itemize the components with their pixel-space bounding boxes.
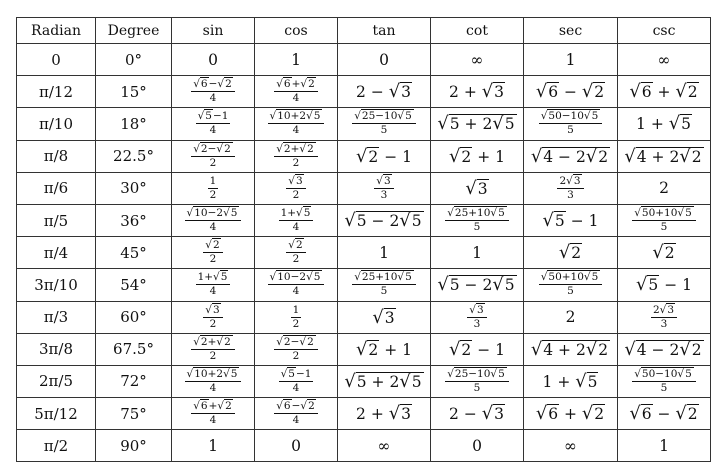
table-row: [17, 76, 711, 108]
table-row: [17, 44, 711, 76]
cell-cot: √3: [431, 172, 524, 204]
cell-csc: [618, 301, 711, 333]
cell-degree: 22.5°: [96, 140, 172, 172]
table-row: [17, 333, 711, 365]
table-row: [17, 269, 711, 301]
cell-radian: π/5: [17, 204, 96, 236]
cell-sec: √5 − 1: [524, 204, 618, 236]
cell-sin: 1: [172, 430, 255, 462]
cell-cot: 2 + √3: [431, 76, 524, 108]
table-row: [17, 365, 711, 397]
column-header-degree: Degree: [96, 18, 172, 44]
column-header-tan: tan: [338, 18, 431, 44]
cell-cot: ∞: [431, 44, 524, 76]
fraction: $\frac{√2-√2}{2}$: [191, 144, 235, 169]
fraction: $\frac{√25-10√5}{5}$: [352, 111, 416, 136]
cell-sec: 2: [524, 301, 618, 333]
fraction: $\frac{√50-10√5}{5}$: [632, 369, 696, 394]
table-container: [16, 17, 711, 462]
fraction: $\frac{√50+10√5}{5}$: [539, 272, 603, 297]
cell-sin: [172, 108, 255, 140]
fraction: $\frac{√50+10√5}{5}$: [632, 208, 696, 233]
cell-tan: √3: [338, 301, 431, 333]
cell-cos: [255, 76, 338, 108]
fraction: $\frac{√25-10√5}{5}$: [445, 369, 509, 394]
cell-csc: √2: [618, 237, 711, 269]
fraction: $\frac{√5-1}{4}$: [197, 110, 229, 137]
cell-sin: [172, 365, 255, 397]
fraction: $\frac{√6-√2}{4}$: [274, 401, 318, 426]
cell-cot: [431, 301, 524, 333]
cell-tan: 0: [338, 44, 431, 76]
cell-csc: ∞: [618, 44, 711, 76]
cell-csc: √6 − √2: [618, 398, 711, 430]
cell-cos: [255, 301, 338, 333]
fraction: $\frac{√10-2√5}{4}$: [185, 208, 242, 233]
cell-radian: 2π/5: [17, 365, 96, 397]
fraction: $\frac{√10+2√5}{4}$: [185, 369, 242, 394]
cell-tan: 2 − √3: [338, 76, 431, 108]
cell-radian: π/2: [17, 430, 96, 462]
cell-degree: 67.5°: [96, 333, 172, 365]
cell-tan: ∞: [338, 430, 431, 462]
column-header-cot: cot: [431, 18, 524, 44]
cell-csc: [618, 365, 711, 397]
fraction: $\frac{√2+√2}{2}$: [274, 144, 318, 169]
cell-csc: √4 + 2√2: [618, 140, 711, 172]
cell-radian: 5π/12: [17, 398, 96, 430]
cell-tan: [338, 269, 431, 301]
cell-sin: [172, 398, 255, 430]
cell-cos: 1: [255, 44, 338, 76]
fraction: $\frac{1+√5}{4}$: [279, 208, 314, 233]
cell-tan: 2 + √3: [338, 398, 431, 430]
cell-radian: π/10: [17, 108, 96, 140]
cell-radian: 3π/10: [17, 269, 96, 301]
cell-tan: √5 − 2√5: [338, 204, 431, 236]
cell-cos: [255, 398, 338, 430]
fraction: $\frac{√3}{2}$: [286, 176, 305, 201]
fraction: $\frac{1}{2}$: [209, 174, 217, 201]
cell-degree: 60°: [96, 301, 172, 333]
table-body: [17, 44, 711, 462]
table-row: [17, 430, 711, 462]
cell-tan: √2 + 1: [338, 333, 431, 365]
cell-csc: 1: [618, 430, 711, 462]
cell-csc: √5 − 1: [618, 269, 711, 301]
cell-degree: 0°: [96, 44, 172, 76]
column-header-sec: sec: [524, 18, 618, 44]
cell-radian: π/3: [17, 301, 96, 333]
cell-degree: 90°: [96, 430, 172, 462]
header-row: [17, 18, 711, 44]
table-row: [17, 301, 711, 333]
cell-tan: [338, 108, 431, 140]
cell-cos: 0: [255, 430, 338, 462]
fraction: $\frac{√10-2√5}{4}$: [268, 272, 325, 297]
cell-sec: [524, 108, 618, 140]
fraction: $\frac{2√3}{3}$: [651, 305, 677, 330]
cell-sin: 0: [172, 44, 255, 76]
cell-tan: 1: [338, 237, 431, 269]
cell-sin: [172, 301, 255, 333]
fraction: $\frac{√6+√2}{4}$: [274, 79, 318, 104]
fraction: $\frac{√6-√2}{4}$: [191, 79, 235, 104]
cell-radian: π/4: [17, 237, 96, 269]
cell-radian: π/12: [17, 76, 96, 108]
cell-sec: ∞: [524, 430, 618, 462]
fraction: $\frac{1+√5}{4}$: [196, 272, 231, 297]
table-row: [17, 204, 711, 236]
cell-sin: [172, 204, 255, 236]
cell-cot: 1: [431, 237, 524, 269]
cell-csc: √4 − 2√2: [618, 333, 711, 365]
fraction: $\frac{1}{2}$: [292, 303, 300, 330]
cell-sin: [172, 140, 255, 172]
table-row: [17, 108, 711, 140]
cell-sec: 1: [524, 44, 618, 76]
cell-sin: [172, 76, 255, 108]
cell-sin: [172, 333, 255, 365]
cell-sin: [172, 172, 255, 204]
fraction: $\frac{√25+10√5}{5}$: [352, 272, 416, 297]
table-row: [17, 140, 711, 172]
cell-cos: [255, 237, 338, 269]
fraction: $\frac{√3}{3}$: [467, 305, 486, 330]
cell-degree: 30°: [96, 172, 172, 204]
cell-cos: [255, 140, 338, 172]
cell-sec: 1 + √5: [524, 365, 618, 397]
cell-sin: [172, 269, 255, 301]
cell-cos: [255, 172, 338, 204]
cell-degree: 75°: [96, 398, 172, 430]
cell-radian: 0: [17, 44, 96, 76]
cell-tan: √5 + 2√5: [338, 365, 431, 397]
fraction: $\frac{√3}{2}$: [203, 305, 222, 330]
cell-sec: [524, 269, 618, 301]
cell-degree: 36°: [96, 204, 172, 236]
cell-cot: √2 + 1: [431, 140, 524, 172]
trig-values-table: [16, 17, 711, 462]
cell-radian: π/6: [17, 172, 96, 204]
fraction: $\frac{√50-10√5}{5}$: [539, 111, 603, 136]
cell-sin: [172, 237, 255, 269]
fraction: $\frac{√25+10√5}{5}$: [445, 208, 509, 233]
cell-csc: √6 + √2: [618, 76, 711, 108]
cell-cos: [255, 269, 338, 301]
cell-degree: 72°: [96, 365, 172, 397]
cell-cos: [255, 365, 338, 397]
cell-radian: π/8: [17, 140, 96, 172]
cell-cot: [431, 204, 524, 236]
cell-csc: 1 + √5: [618, 108, 711, 140]
cell-radian: 3π/8: [17, 333, 96, 365]
column-header-radian: Radian: [17, 18, 96, 44]
table-row: [17, 398, 711, 430]
cell-sec: √6 + √2: [524, 398, 618, 430]
cell-csc: [618, 204, 711, 236]
cell-cot: √5 − 2√5: [431, 269, 524, 301]
cell-tan: [338, 172, 431, 204]
cell-degree: 15°: [96, 76, 172, 108]
column-header-csc: csc: [618, 18, 711, 44]
cell-cot: [431, 365, 524, 397]
fraction: $\frac{√3}{3}$: [374, 176, 393, 201]
cell-tan: √2 − 1: [338, 140, 431, 172]
cell-sec: √2: [524, 237, 618, 269]
cell-sec: √4 + 2√2: [524, 333, 618, 365]
cell-cot: √5 + 2√5: [431, 108, 524, 140]
fraction: $\frac{√2}{2}$: [203, 240, 222, 265]
fraction: $\frac{√2-√2}{2}$: [274, 337, 318, 362]
cell-cot: 0: [431, 430, 524, 462]
table-row: [17, 237, 711, 269]
cell-cot: 2 − √3: [431, 398, 524, 430]
table-row: [17, 172, 711, 204]
fraction: $\frac{√2+√2}{2}$: [191, 337, 235, 362]
column-header-cos: cos: [255, 18, 338, 44]
cell-cos: [255, 333, 338, 365]
fraction: $\frac{√6+√2}{4}$: [191, 401, 235, 426]
cell-cos: [255, 108, 338, 140]
cell-csc: 2: [618, 172, 711, 204]
cell-sec: [524, 172, 618, 204]
cell-sec: √6 − √2: [524, 76, 618, 108]
fraction: $\frac{√10+2√5}{4}$: [268, 111, 325, 136]
fraction: $\frac{√2}{2}$: [286, 240, 305, 265]
fraction: $\frac{2√3}{3}$: [557, 176, 583, 201]
cell-sec: √4 − 2√2: [524, 140, 618, 172]
cell-cos: [255, 204, 338, 236]
column-header-sin: sin: [172, 18, 255, 44]
cell-cot: √2 − 1: [431, 333, 524, 365]
cell-degree: 54°: [96, 269, 172, 301]
cell-degree: 45°: [96, 237, 172, 269]
fraction: $\frac{√5-1}{4}$: [280, 367, 312, 394]
cell-degree: 18°: [96, 108, 172, 140]
